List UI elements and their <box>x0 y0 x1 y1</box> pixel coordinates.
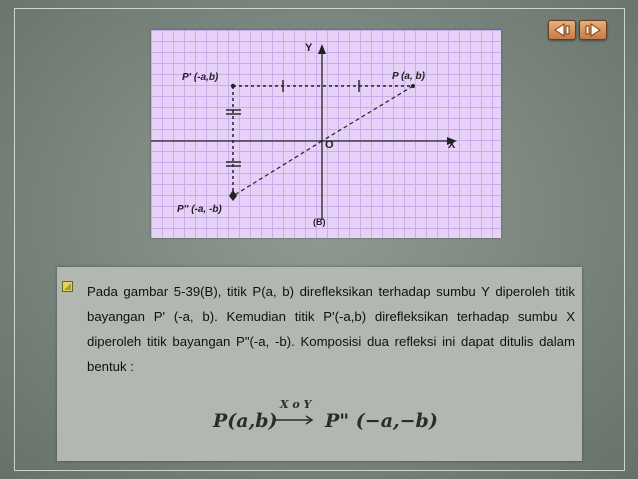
formula-right: P" (−a,−b) <box>325 410 438 432</box>
content-box <box>57 267 582 461</box>
point-p-double-prime <box>229 190 237 201</box>
point-p-prime-label: P' (-a,b) <box>182 72 219 83</box>
y-axis-arrow <box>318 44 326 54</box>
formula-operator: X o Y <box>280 398 312 411</box>
reflection-figure <box>151 30 501 238</box>
segment-origin-p-double-prime <box>233 141 322 196</box>
x-axis-label: X <box>448 139 456 151</box>
point-p-prime <box>231 84 235 88</box>
explanation-paragraph: Pada gambar 5-39(B), titik P(a, b) direfleksikan terhadap sumbu Y diperoleh titik bayangan P' (-a, b). Kemudian titik P'(-a,b) direfleksikan terhadap sumbu X diperoleh titik bayangan P"(-a, -b). Komposisi dua refleksi ini dapat ditulis dalam bentuk : <box>87 284 575 374</box>
point-p-label: P (a, b) <box>392 71 425 82</box>
left-arrow-icon <box>549 21 575 39</box>
frame-right-line <box>624 8 625 470</box>
point-p-double-prime-label: P'' (-a, -b) <box>177 204 222 215</box>
point-p <box>411 84 415 88</box>
y-axis-label: Y <box>305 42 313 54</box>
frame-bottom-line <box>14 470 625 471</box>
figure-caption: (B) <box>313 217 326 227</box>
long-right-arrow-icon <box>273 414 317 426</box>
formula-left: P(a,b) <box>213 410 278 432</box>
prev-slide-button[interactable] <box>548 20 576 40</box>
frame-left-line <box>14 8 15 470</box>
frame-top-line <box>14 8 624 9</box>
bullet-icon <box>62 281 73 292</box>
right-arrow-icon <box>580 21 606 39</box>
origin-label: O <box>325 139 334 151</box>
composition-formula <box>207 398 487 438</box>
segment-p-origin <box>322 86 413 141</box>
next-slide-button[interactable] <box>579 20 607 40</box>
